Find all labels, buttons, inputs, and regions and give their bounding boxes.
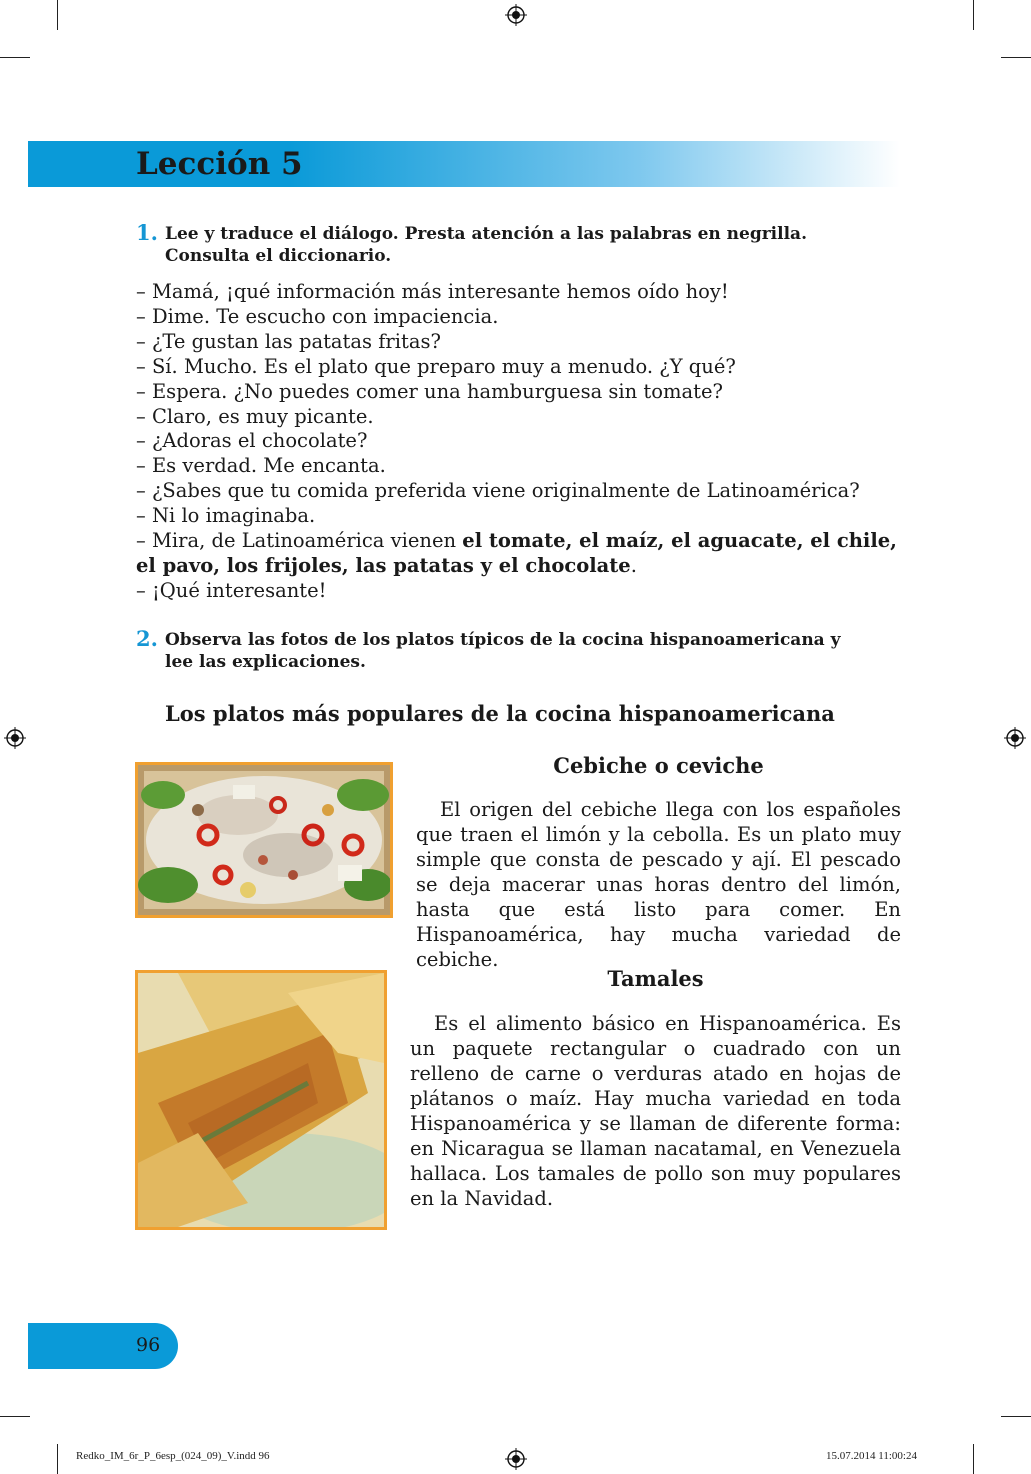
dialog-line: – ¿Sabes que tu comida preferida viene originalmente de Latinoamérica?	[136, 479, 860, 503]
crop-mark	[1001, 1416, 1031, 1417]
footer-file-name: Redko_IM_6r_P_6esp_(024_09)_V.indd 96	[76, 1450, 270, 1462]
exercise-1-instruction-line1: Lee y traduce el diálogo. Presta atención a las palabras en negrilla.	[165, 224, 807, 244]
lesson-title: Lección 5	[136, 146, 303, 182]
crop-mark	[973, 1444, 974, 1474]
dialog-line: – Ni lo imaginaba.	[136, 504, 316, 528]
dish-title-ceviche: Cebiche o ceviche	[553, 753, 764, 778]
crop-mark	[57, 1444, 58, 1474]
registration-mark-icon	[505, 1448, 527, 1470]
dialog-line: – Sí. Mucho. Es el plato que preparo muy a menudo. ¿Y qué?	[136, 354, 736, 378]
exercise-2-instruction	[165, 629, 901, 673]
crop-mark	[0, 57, 30, 58]
dialog-line: – Dime. Te escucho con impaciencia.	[136, 304, 499, 328]
mira-bold-words-2: el pavo, los frijoles, las patatas y el chocolate	[136, 553, 631, 577]
ceviche-photo	[135, 762, 393, 918]
mira-bold-words-1: el tomate, el maíz, el aguacate, el chile,	[462, 529, 897, 553]
registration-mark-icon	[1004, 727, 1026, 749]
exercise-2-instruction-line1: Observa las fotos de los platos típicos de la cocina hispanoamericana y	[165, 630, 841, 650]
dialog-line: – Es verdad. Me encanta.	[136, 454, 386, 478]
dish-title-tamales: Tamales	[607, 966, 704, 991]
registration-mark-icon	[4, 727, 26, 749]
dish-text-ceviche: El origen del cebiche llega con los españoles que traen el limón y la cebolla. Es un plato muy simple que consta de pescado y ají. El pescado se deja macerar unas horas dentro del limón, hasta que está listo para comer. En Hispanoamérica, hay mucha variedad de cebiche.	[416, 798, 901, 971]
dialog-line: – Espera. ¿No puedes comer una hamburguesa sin tomate?	[136, 379, 723, 403]
exercise-2-instruction-line2: lee las explicaciones.	[165, 652, 366, 672]
crop-mark	[973, 0, 974, 30]
dialog-line: – Claro, es muy picante.	[136, 404, 374, 428]
mira-end: .	[630, 553, 637, 577]
ceviche-illustration	[138, 765, 390, 915]
dialog-line: – ¿Adoras el chocolate?	[136, 429, 368, 453]
tamales-photo	[135, 970, 387, 1230]
page-number: 96	[136, 1334, 161, 1356]
section-title: Los platos más populares de la cocina hispanoamericana	[165, 701, 835, 726]
registration-mark-icon	[505, 4, 527, 26]
tamales-illustration	[138, 973, 384, 1227]
dialog-line: – Mamá, ¡qué información más interesante hemos oído hoy!	[136, 280, 729, 303]
dish-text-tamales: Es el alimento básico en Hispanoamérica. Es un paquete rectangular o cuadrado con un relleno de carne o verduras atado en hojas de plátanos o maíz. Hay mucha variedad en toda Hispanoamérica y se llaman de diferente forma: en Nicaragua se llaman nacatamal, en Venezuela hallaca. Los tamales de pollo son muy populares en la Navidad.	[410, 1012, 901, 1210]
dialog	[136, 280, 904, 604]
crop-mark	[0, 1416, 30, 1417]
mira-prefix: – Mira, de Latinoamérica vienen	[136, 529, 463, 553]
exercise-1-instruction	[165, 223, 901, 267]
dialog-line-mira	[136, 529, 904, 579]
exercise-2-number: 2.	[136, 626, 158, 651]
crop-mark	[1001, 57, 1031, 58]
footer-timestamp: 15.07.2014 11:00:24	[826, 1450, 917, 1462]
dialog-line: – ¿Te gustan las patatas fritas?	[136, 329, 441, 353]
exercise-1-instruction-line2: Consulta el diccionario.	[165, 246, 392, 266]
crop-mark	[57, 0, 58, 30]
exercise-1-number: 1.	[136, 220, 158, 245]
dialog-line: – ¡Qué interesante!	[136, 578, 327, 602]
